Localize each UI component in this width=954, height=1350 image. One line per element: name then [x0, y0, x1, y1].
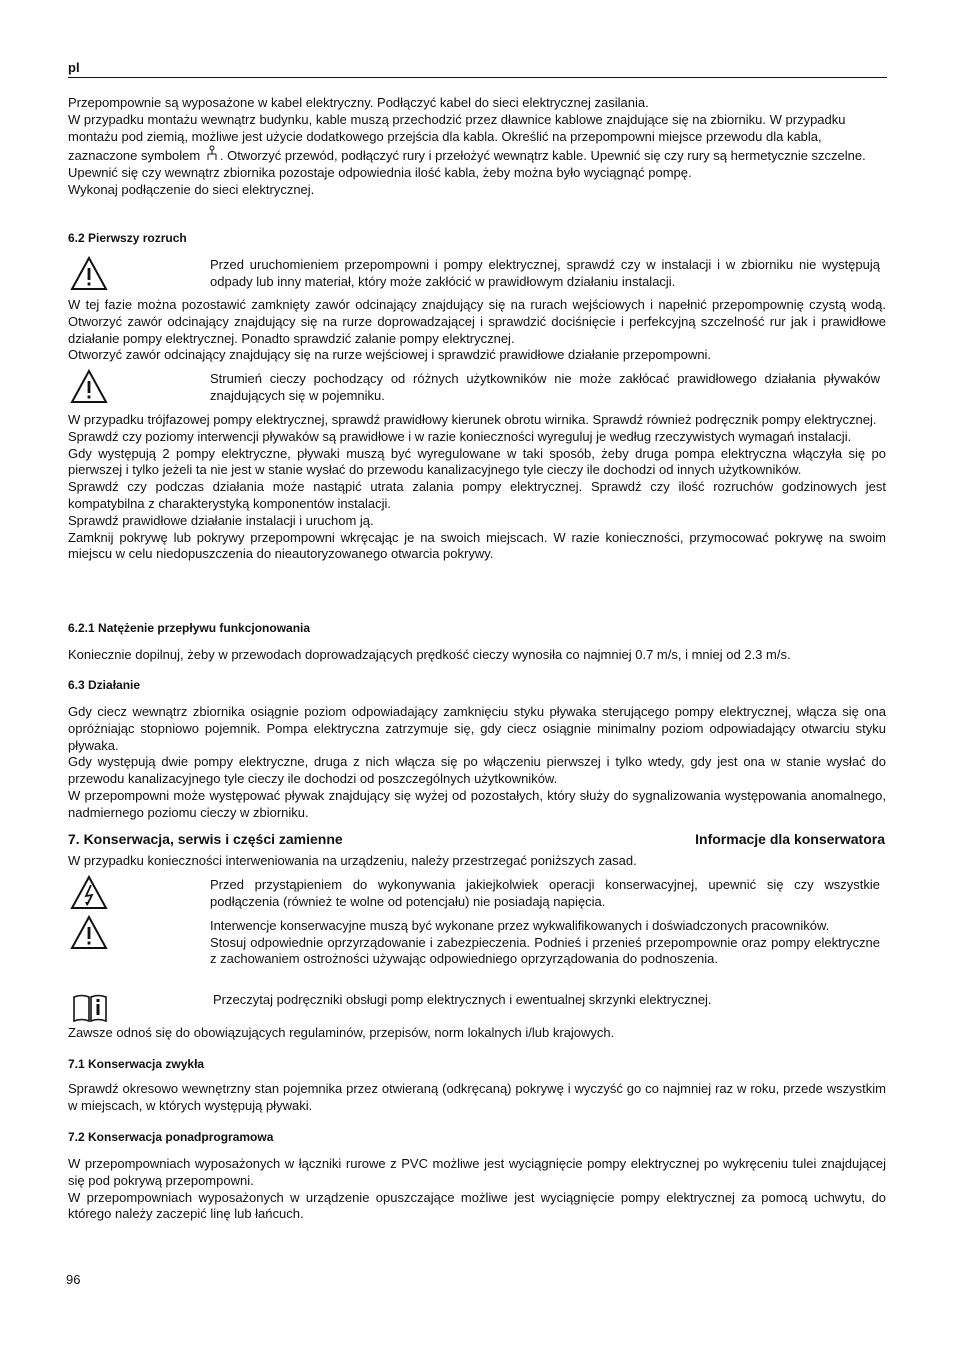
paragraph: Gdy ciecz wewnątrz zbiornika osiągnie poziom odpowiadający zamknięciu styku pływaka sterującego pompy elektrycznej, włącza się ona opróżniając stopniowo pojemnik. Pompa elektryczna zatrzymuje się, gdy ciecz osiągnie minimalny poziom odpowiadający otwarciu styku pływaka.: [68, 704, 886, 753]
warning-triangle-icon: [70, 255, 108, 293]
warning-triangle-icon: [70, 368, 108, 406]
paragraph: W przepompowniach wyposażonych w urządzenie opuszczające możliwe jest wyciągnięcie pompy elektrycznej za pomocą uchwytu, do którego należy zaczepić linę lub łańcuch.: [68, 1189, 886, 1222]
section-7-1-body: Sprawdź okresowo wewnętrzny stan pojemnika przez otwieraną (odkręcaną) pokrywę i wyczyść go co najmniej raz w roku, przede wszystkim w miejscach, w których występują pływaki.: [68, 1081, 886, 1113]
paragraph: W przepompowni może występować pływak znajdujący się wyżej od pozostałych, który służy do sygnalizowania występowania anomalnego, nadmiernego poziomu cieczy w zbiorniku.: [68, 787, 886, 820]
electric-hazard-icon: [70, 874, 108, 912]
intro-line-2b-text: . Otworzyć przewód, podłączyć rury i przełożyć wewnątrz kable. Upewnić się czy rury są hermetycznie szczelne.: [219, 148, 866, 164]
section-7-intro: W przypadku konieczności interweniowania na urządzeniu, należy przestrzegać poniższych zasad.: [68, 853, 637, 868]
section-6-2-heading: 6.2 Pierwszy rozruch: [68, 231, 187, 245]
section-7-2-heading: 7.2 Konserwacja ponadprogramowa: [68, 1130, 274, 1144]
safety-note-1: Przed przystąpieniem do wykonywania jakiejkolwiek operacji konserwacyjnej, upewnić się czy wszystkie podłączenia (również te wolne od potencjału) nie posiadają napięcia.: [210, 877, 880, 909]
paragraph: Sprawdź czy podczas działania może nastąpić utrata zalania pompy elektrycznej. Sprawdź czy ilość rozruchów godzinowych jest kompatybilna z charakterystyką komponentów instalacji.: [68, 479, 886, 511]
paragraph: Interwencje konserwacyjne muszą być wykonane przez wykwalifikowanych i doświadczonych pracowników.: [210, 918, 830, 933]
section-6-2-1-heading: 6.2.1 Natężenie przepływu funkcjonowania: [68, 621, 311, 635]
manual-note: Przeczytaj podręczniki obsługi pomp elektrycznych i ewentualnej skrzynki elektrycznej.: [213, 992, 712, 1007]
intro-line-2-text: W przypadku montażu wewnątrz budynku, kable muszą przechodzić przez dławnice kablowe znajdujące się na zbiorniku. W przypadku montażu pod ziemią, możliwe jest użycie dodatkowego przejścia dla kabla. Określić na przepompowni miejsce przewodu dla kabla, zaznaczone symbolem: [68, 111, 846, 164]
paragraph: W przypadku trójfazowej pompy elektrycznej, sprawdź prawidłowy kierunek obrotu wirnika. Sprawdź również podręcznik pompy elektrycznej.: [68, 412, 877, 427]
intro-line-3: Upewnić się czy wewnątrz zbiornika pozostaje odpowiednia ilość kabla, żeby można było wyciągnąć pompę.: [68, 165, 692, 181]
section-6-3-heading: 6.3 Działanie: [68, 678, 141, 692]
language-label: pl: [68, 60, 80, 75]
paragraph: Otworzyć zawór odcinający znajdujący się na rurze wejściowej i sprawdzić prawidłowe działanie przepompowni.: [68, 347, 712, 363]
paragraph: Sprawdź prawidłowe działanie instalacji i uruchom ją.: [68, 512, 374, 528]
section-7-1-heading: 7.1 Konserwacja zwykła: [68, 1057, 205, 1071]
section-6-2-body-2: [68, 412, 886, 563]
page-number: 96: [66, 1272, 81, 1287]
section-7-heading: 7. Konserwacja, serwis i części zamienne: [68, 831, 343, 847]
paragraph: W przepompowniach wyposażonych w łączniki rurowe z PVC możliwe jest wyciągnięcie pompy elektrycznej po wykręceniu tulei znajdującej się pod pokrywą przepompowni.: [68, 1156, 886, 1188]
section-6-2-body-1: [68, 297, 886, 364]
intro-line-1: Przepompownie są wyposażone w kabel elektryczny. Podłączyć kabel do sieci elektrycznej zasilania.: [68, 95, 649, 110]
warning-note-2: Strumień cieczy pochodzący od różnych użytkowników nie może zakłócać prawidłowego działania pływaków znajdujących się w pojemniku.: [210, 371, 880, 403]
section-7-regulations: Zawsze odnoś się do obowiązujących regulaminów, przepisów, norm lokalnych i/lub krajowych.: [68, 1025, 615, 1040]
intro-line-2: [68, 112, 886, 165]
cable-entry-symbol-icon: [204, 145, 220, 161]
intro-block: [68, 95, 886, 199]
section-7-2-body: [68, 1156, 886, 1223]
paragraph: Sprawdź czy poziomy interwencji pływaków są prawidłowe i w razie konieczności wyreguluj je według rzeczywistych wymagań instalacji.: [68, 428, 852, 444]
intro-line-4: Wykonaj podłączenie do sieci elektrycznej.: [68, 181, 315, 197]
header-rule: [68, 77, 887, 78]
warning-triangle-icon: [70, 914, 108, 952]
paragraph: W tej fazie można pozostawić zamknięty zawór odcinający znajdujący się na rurach wejściowych i napełnić przepompownię czystą wodą. Otworzyć zawór odcinający znajdujący się na rurze doprowadzającej i sprawdzić dociśnięcie i perfekcyjną szczelność rur jak i prawidłowe działanie pompy elektrycznej. Ponadto sprawdzić zalanie pompy elektrycznej.: [68, 297, 886, 346]
read-manual-icon: [72, 993, 108, 1023]
section-7-audience: Informacje dla konserwatora: [695, 831, 885, 847]
warning-note-1: Przed uruchomieniem przepompowni i pompy elektrycznej, sprawdź czy w instalacji i w zbiorniku nie występują odpady lub inny materiał, który może zakłócić w prawidłowym działaniu instalacji.: [210, 257, 880, 289]
safety-note-2: [210, 918, 880, 968]
paragraph: Gdy występują 2 pompy elektryczne, pływaki muszą być wyregulowane w taki sposób, żeby druga pompa elektryczna włączyła się po pierwszej i tylko jeżeli ta nie jest w stanie wysłać do przewodu kanalizacyjnego tyle cieczy ile dochodzi od innych użytkowników.: [68, 445, 886, 478]
section-6-2-1-body: Koniecznie dopilnuj, żeby w przewodach doprowadzających prędkość cieczy wynosiła co najmniej 0.7 m/s, i mniej od 2.3 m/s.: [68, 647, 791, 662]
paragraph: Gdy występują dwie pompy elektryczne, druga z nich włącza się po włączeniu pierwszej i tylko wtedy, gdy jest ona w stanie wysłać do przewodu kanalizacyjnego tyle cieczy ile dochodzi od poszczególnych użytkowników.: [68, 754, 886, 787]
section-6-3-body: [68, 704, 886, 822]
paragraph: Zamknij pokrywę lub pokrywy przepompowni wkręcając je na swoich miejscach. W razie konieczności, przymocować pokrywę na swoim miejscu w celu niedopuszczenia do nieautoryzowanego otwarcia pokrywy.: [68, 529, 886, 562]
paragraph: Stosuj odpowiednie oprzyrządowanie i zabezpieczenia. Podnieś i przenieś przepompownie oraz pompy elektryczne z zachowaniem ostrożności używając odpowiedniego oprzyrządowania do podnoszenia.: [210, 934, 880, 966]
